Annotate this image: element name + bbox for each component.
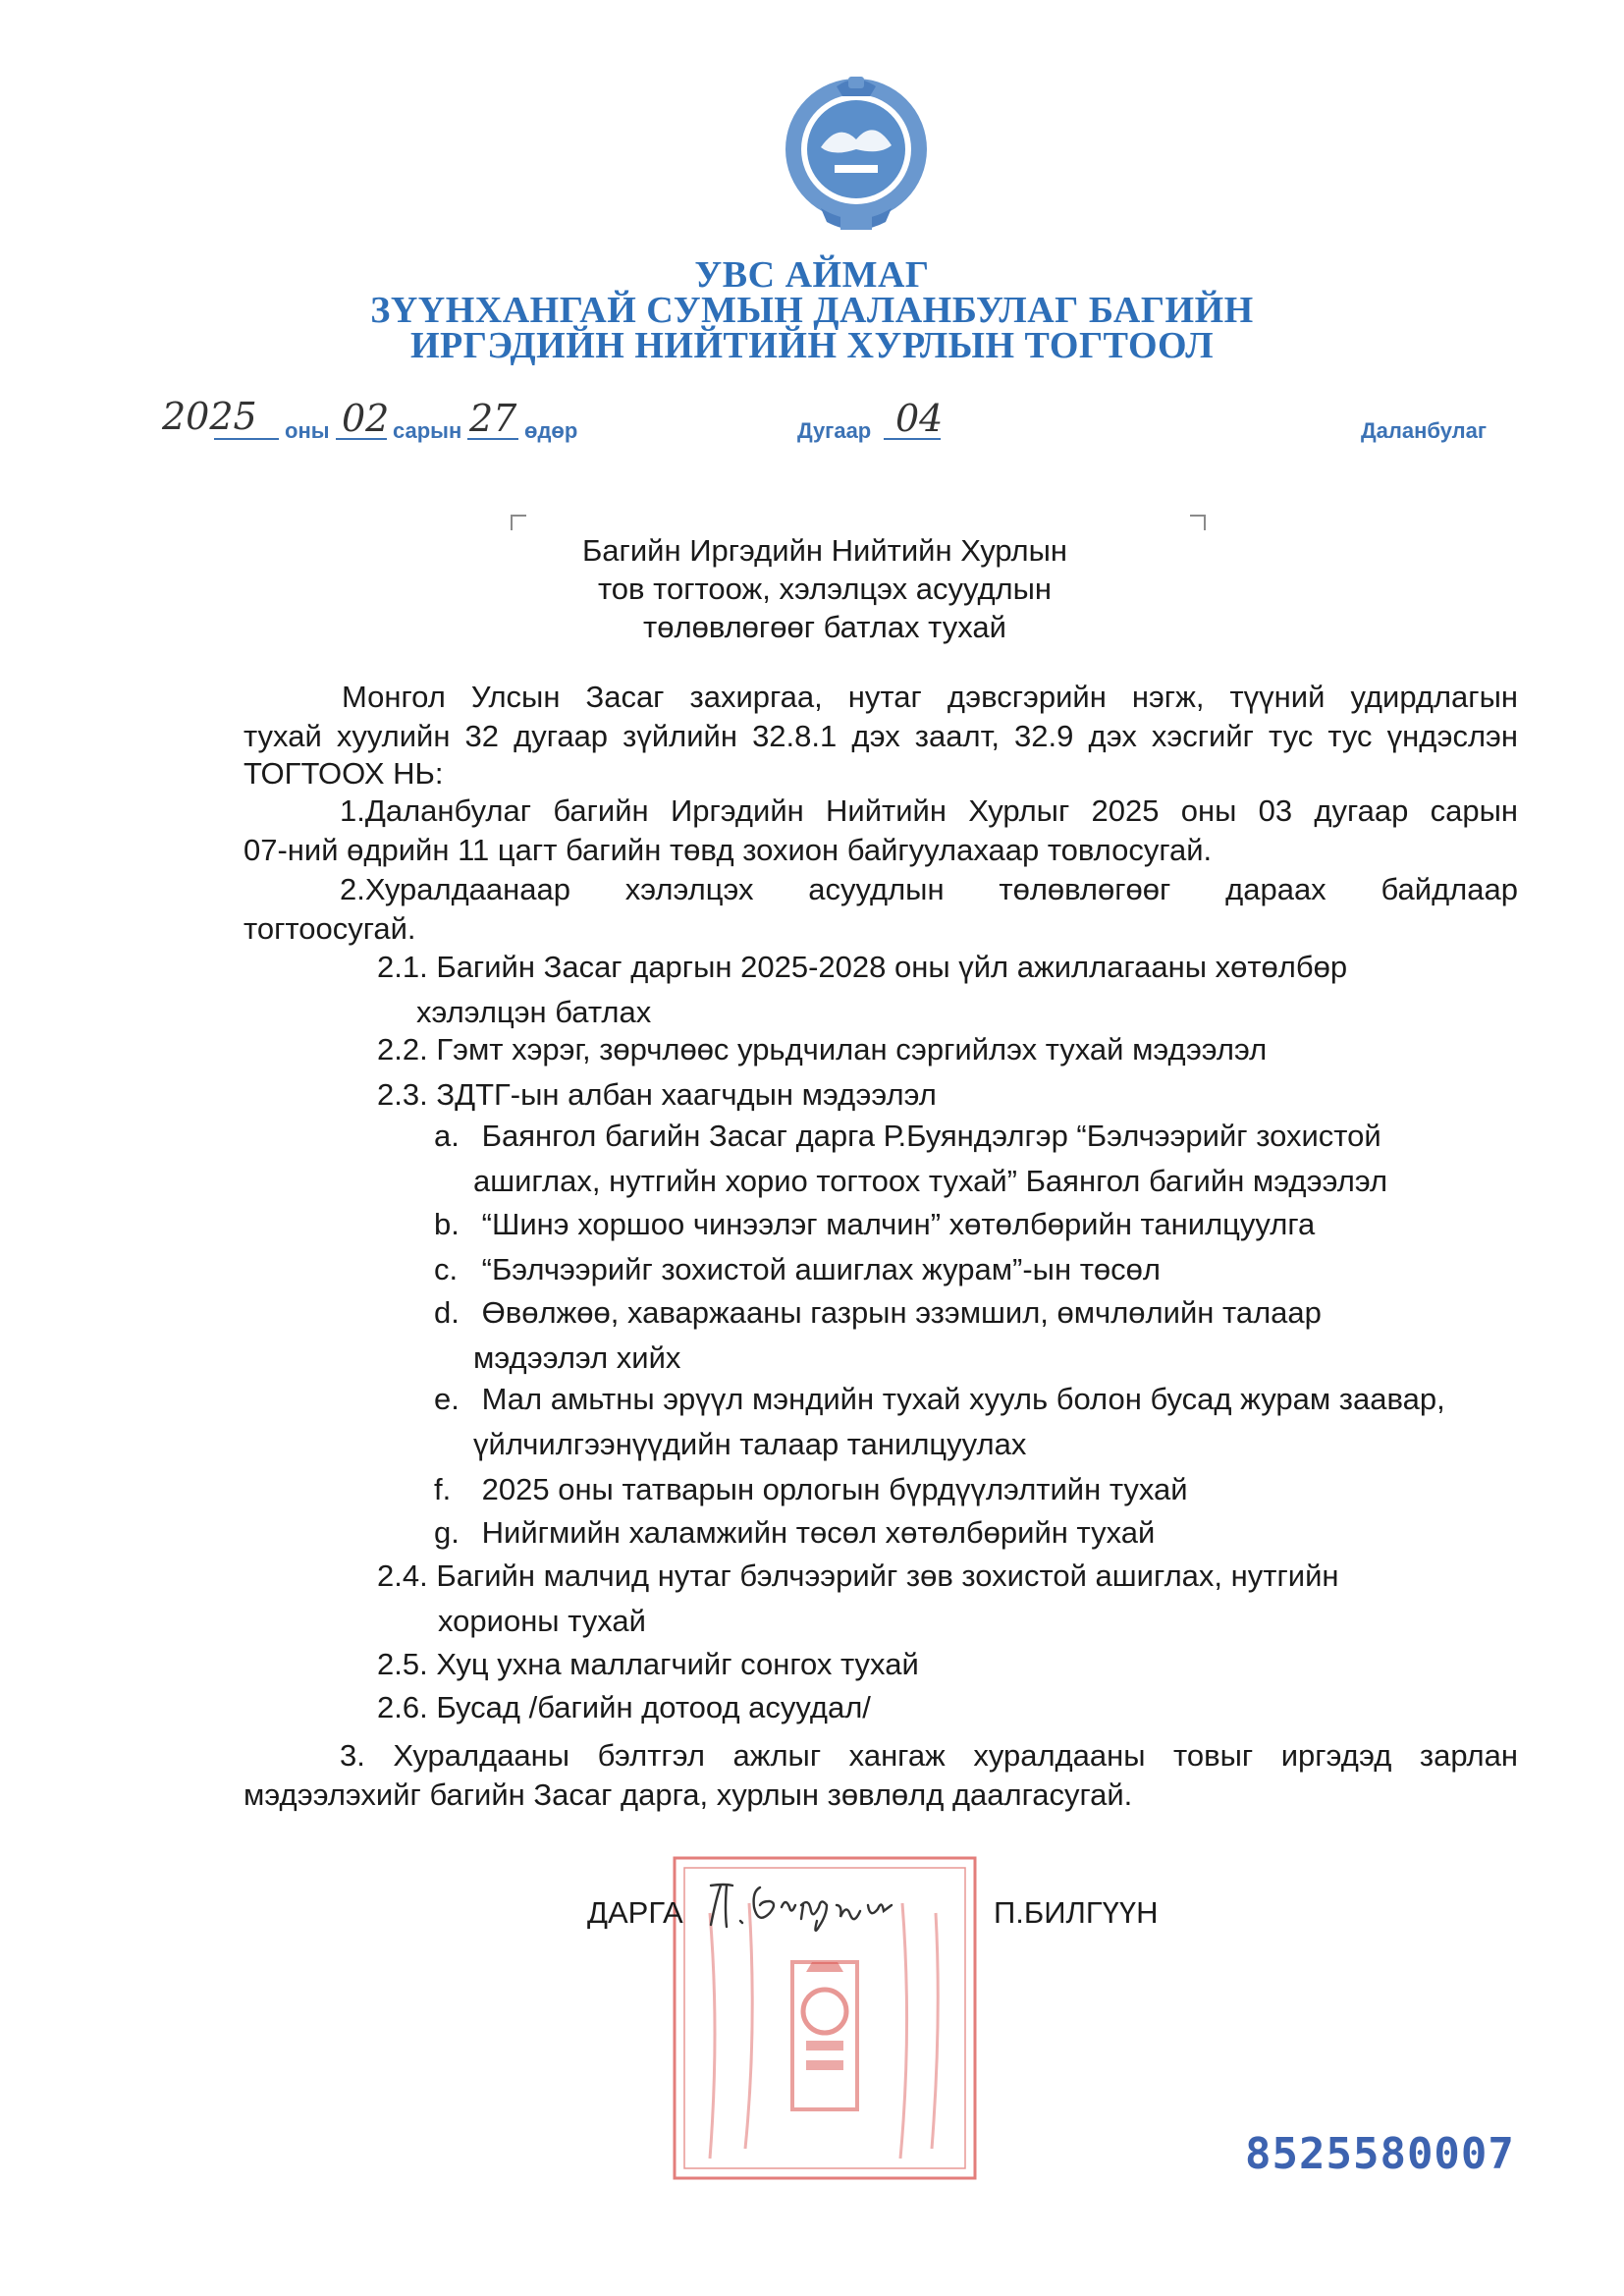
subject-line-2: тов тогтоож, хэлэлцэх асуудлын [597, 572, 1053, 606]
item-number: 2.4. [377, 1558, 428, 1593]
item-text: Багийн малчид нутаг бэлчээрийг зөв зохистой ашиглах, нутгийн [436, 1558, 1339, 1593]
sub-item-d [434, 1290, 1322, 1335]
list-item-2-1-cont: хэлэлцэн батлах [416, 995, 652, 1029]
sub-item-c [434, 1247, 1161, 1291]
header-line-1: УВС АЙМАГ [694, 254, 930, 296]
list-item-2-6 [377, 1685, 871, 1729]
item-number: 2.2. [377, 1032, 428, 1066]
p1-line-1: 1.Даланбулаг багийн Иргэдийн Нийтийн Хурлыг 2025 оны 03 дугаар сарын [340, 793, 1518, 828]
number-label: Дугаар [797, 418, 872, 443]
item-text: Мал амьтны эрүүл мэндийн тухай хууль болон бусад журам заавар, [481, 1382, 1445, 1416]
item-letter: g. [434, 1515, 460, 1550]
number-value: 04 [895, 397, 944, 440]
sub-item-e [434, 1377, 1445, 1421]
subject-line-3: төлөвлөгөөг батлах тухай [643, 610, 1006, 644]
item-number: 2.6. [377, 1690, 428, 1724]
item-letter: d. [434, 1295, 460, 1330]
sub-item-d-cont: мэдээлэл хийх [473, 1340, 681, 1375]
item-number: 2.1. [377, 950, 428, 984]
item-letter: f. [434, 1472, 452, 1506]
list-item-2-5 [377, 1642, 919, 1686]
item-letter: e. [434, 1382, 460, 1416]
item-text: Багийн Засаг даргын 2025-2028 оны үйл ажиллагааны хөтөлбөр [436, 950, 1348, 984]
day-label: өдөр [524, 418, 578, 443]
item-text: Өвөлжөө, хаваржааны газрын эзэмшил, өмчлөлийн талаар [481, 1295, 1322, 1330]
p1-line-2: 07-ний өдрийн 11 цагт багийн төвд зохион байгуулахаар товлосугай. [244, 833, 1213, 867]
corner-mark-left [511, 515, 526, 530]
item-text: Баянгол багийн Засаг дарга Р.Буяндэлгэр “Бэлчээрийг зохистой [481, 1119, 1381, 1153]
sub-item-b [434, 1202, 1315, 1246]
signatory-name: П.БИЛГҮҮН [994, 1895, 1159, 1930]
item-text: Гэмт хэрэг, зөрчлөөс урьдчилан сэргийлэх тухай мэдээлэл [436, 1032, 1268, 1066]
item-text: ЗДТГ-ын албан хаагчдын мэдээлэл [436, 1077, 937, 1112]
subject-line-1: Багийн Иргэдийн Нийтийн Хурлын [581, 533, 1068, 568]
sub-item-a-cont: ашиглах, нутгийн хорио тогтоох тухай” Баянгол багийн мэдээлэл [473, 1164, 1388, 1198]
sub-item-f [434, 1467, 1188, 1511]
list-item-2-1 [377, 945, 1347, 989]
signature-title: ДАРГА [587, 1895, 683, 1930]
p3-line-2: мэдээлэхийг багийн Засаг дарга, хурлын зөвлөлд даалгасугай. [244, 1777, 1133, 1812]
list-item-2-4-cont: хорионы тухай [438, 1604, 646, 1638]
sub-item-a [434, 1114, 1381, 1158]
list-item-2-3 [377, 1072, 937, 1117]
header-line-3: ИРГЭДИЙН НИЙТИЙН ХУРЛЫН ТОГТООЛ [409, 325, 1215, 366]
item-text: Хуц ухна маллагчийг сонгох тухай [436, 1647, 919, 1681]
year-label: оны [285, 418, 330, 443]
list-item-2-4 [377, 1554, 1339, 1598]
sub-item-e-cont: үйлчилгээнүүдийн талаар танилцуулах [473, 1427, 1027, 1461]
item-letter: a. [434, 1119, 460, 1153]
item-letter: c. [434, 1252, 459, 1286]
month-value: 02 [342, 397, 390, 440]
p3-line-1: 3. Хуралдааны бэлтгэл ажлыг хангаж хуралдааны товыг иргэдэд зарлан [340, 1738, 1518, 1773]
sub-item-g [434, 1510, 1155, 1555]
day-value: 27 [469, 397, 517, 440]
year-value: 2025 [162, 395, 257, 438]
item-text: Нийгмийн халамжийн төсөл хөтөлбөрийн тухай [481, 1515, 1156, 1550]
item-text: “Шинэ хоршоо чинээлэг малчин” хөтөлбөрийн танилцуулга [481, 1207, 1316, 1241]
item-letter: b. [434, 1207, 460, 1241]
month-label: сарын [393, 418, 462, 443]
list-item-2-2 [377, 1027, 1267, 1071]
handwritten-signature [701, 1866, 907, 1944]
document-serial-number: 8525580007 [1245, 2129, 1515, 2179]
item-text: 2025 оны татварын орлогын бүрдүүлэлтийн тухай [481, 1472, 1188, 1506]
corner-mark-right [1190, 515, 1206, 530]
p2-line-2: тогтоосугай. [244, 911, 416, 946]
state-emblem-icon [782, 71, 931, 240]
year-underline [214, 438, 279, 440]
item-text: Бусад /багийн дотоод асуудал/ [436, 1690, 871, 1724]
intro-line-3: ТОГТООХ НЬ: [244, 756, 444, 791]
header-line-2: ЗҮҮНХАНГАЙ СУМЫН ДАЛАНБУЛАГ БАГИЙН [370, 290, 1254, 331]
item-number: 2.3. [377, 1077, 428, 1112]
item-number: 2.5. [377, 1647, 428, 1681]
p2-line-1: 2.Хуралдаанаар хэлэлцэх асуудлын төлөвлөгөөг дараах байдлаар [340, 872, 1518, 906]
intro-line-1: Монгол Улсын Засаг захиргаа, нутаг дэвсгэрийн нэгж, түүний удирдлагын [342, 680, 1518, 714]
item-text: “Бэлчээрийг зохистой ашиглах журам”-ын төсөл [481, 1252, 1161, 1286]
place-label: Даланбулаг [1361, 418, 1488, 443]
intro-line-2: тухай хуулийн 32 дугаар зүйлийн 32.8.1 дэх заалт, 32.9 дэх хэсгийг тус тус үндэслэн [244, 719, 1518, 753]
